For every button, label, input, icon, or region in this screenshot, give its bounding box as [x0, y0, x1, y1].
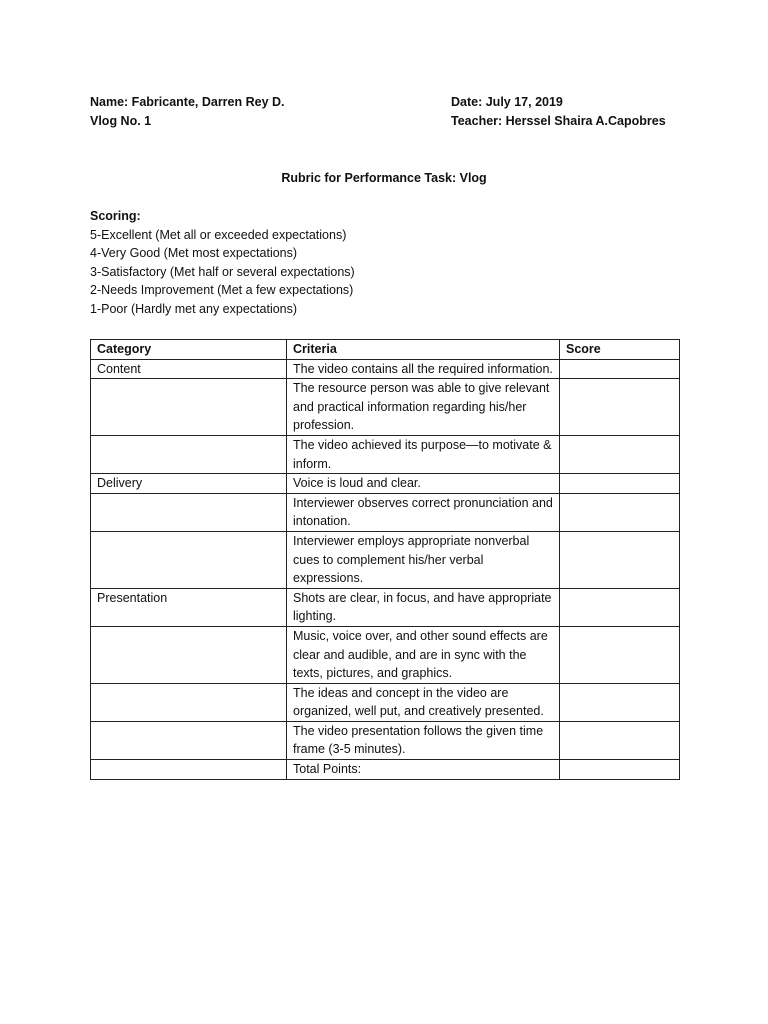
total-points-label: Total Points: [287, 760, 560, 780]
category-cell [91, 493, 287, 531]
total-points-value [560, 760, 680, 780]
category-cell [91, 683, 287, 721]
document-title: Rubric for Performance Task: Vlog [281, 171, 487, 185]
criteria-cell: Interviewer observes correct pronunciation and intonation. [287, 493, 560, 531]
criteria-cell: Music, voice over, and other sound effects are clear and audible, and are in sync with the texts, pictures, and graphics. [287, 626, 560, 683]
score-cell [560, 721, 680, 759]
score-cell [560, 435, 680, 473]
table-header-row [91, 340, 680, 360]
scoring-level: 5-Excellent (Met all or exceeded expectations) [90, 227, 347, 242]
header-row-2 [90, 112, 690, 131]
table-row [91, 531, 680, 588]
column-header-criteria: Criteria [287, 340, 560, 360]
category-cell [91, 626, 287, 683]
total-row [91, 760, 680, 780]
scoring-level: 2-Needs Improvement (Met a few expectations) [90, 283, 354, 298]
criteria-cell: The video contains all the required information. [287, 359, 560, 379]
category-cell [91, 379, 287, 436]
column-header-category: Category [91, 340, 287, 360]
scoring-level: 1-Poor (Hardly met any expectations) [90, 301, 298, 316]
criteria-cell: Shots are clear, in focus, and have appropriate lighting. [287, 588, 560, 626]
table-row [91, 493, 680, 531]
date: Date: July 17, 2019 [451, 95, 563, 109]
table-row [91, 435, 680, 473]
student-name: Name: Fabricante, Darren Rey D. [90, 95, 285, 109]
table-row [91, 588, 680, 626]
teacher-name: Teacher: Herssel Shaira A.Capobres [451, 114, 666, 128]
score-cell [560, 683, 680, 721]
criteria-cell: The video presentation follows the given time frame (3-5 minutes). [287, 721, 560, 759]
score-cell [560, 588, 680, 626]
score-cell [560, 474, 680, 494]
scoring-section [90, 207, 355, 319]
category-cell [91, 721, 287, 759]
score-cell [560, 493, 680, 531]
document-header [90, 93, 690, 131]
scoring-level: 4-Very Good (Met most expectations) [90, 246, 298, 261]
category-cell [91, 435, 287, 473]
table-row [91, 359, 680, 379]
table-row [91, 626, 680, 683]
vlog-number: Vlog No. 1 [90, 114, 152, 128]
score-cell [560, 531, 680, 588]
table-row [91, 683, 680, 721]
rubric-table [90, 339, 680, 780]
category-cell: Presentation [91, 588, 287, 626]
category-cell [91, 531, 287, 588]
criteria-cell: The video achieved its purpose—to motivate & inform. [287, 435, 560, 473]
criteria-cell: Interviewer employs appropriate nonverbal cues to complement his/her verbal expressions. [287, 531, 560, 588]
category-cell: Content [91, 359, 287, 379]
table-row [91, 721, 680, 759]
table-row [91, 474, 680, 494]
score-cell [560, 379, 680, 436]
criteria-cell: The ideas and concept in the video are organized, well put, and creatively presented. [287, 683, 560, 721]
score-cell [560, 359, 680, 379]
column-header-score: Score [560, 340, 680, 360]
criteria-cell: The resource person was able to give relevant and practical information regarding his/her profession. [287, 379, 560, 436]
total-spacer-cell [91, 760, 287, 780]
table-row [91, 379, 680, 436]
criteria-cell: Voice is loud and clear. [287, 474, 560, 494]
header-row-1 [90, 93, 690, 112]
category-cell: Delivery [91, 474, 287, 494]
score-cell [560, 626, 680, 683]
scoring-heading: Scoring: [90, 209, 141, 223]
scoring-level: 3-Satisfactory (Met half or several expectations) [90, 264, 355, 279]
